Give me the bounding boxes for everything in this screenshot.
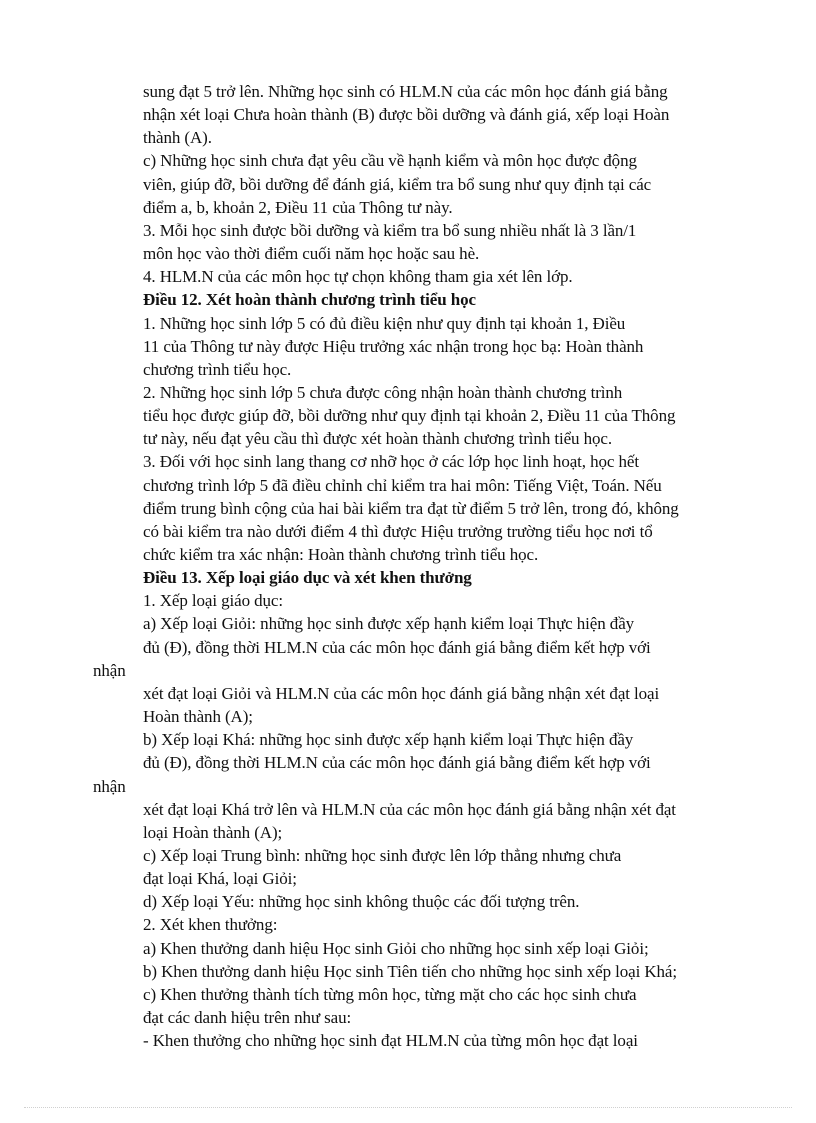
text-line: 11 của Thông tư này được Hiệu trưởng xác nhận trong học bạ: Hoàn thành xyxy=(143,337,644,356)
text-line: môn học vào thời điểm cuối năm học hoặc sau hè. xyxy=(143,244,480,263)
text-line: chương trình tiểu học. xyxy=(143,360,292,379)
text-line: 1. Xếp loại giáo dục: xyxy=(143,591,284,610)
text-line: thành (A). xyxy=(143,128,212,147)
text-line: đạt loại Khá, loại Giỏi; xyxy=(143,869,297,888)
text-line: 4. HLM.N của các môn học tự chọn không tham gia xét lên lớp. xyxy=(143,267,573,286)
text-line: loại Hoàn thành (A); xyxy=(143,823,283,842)
text-line: Hoàn thành (A); xyxy=(143,707,253,726)
page-bottom-divider xyxy=(24,1107,792,1108)
text-line: đạt các danh hiệu trên như sau: xyxy=(143,1008,352,1027)
text-line: 1. Những học sinh lớp 5 có đủ điều kiện như quy định tại khoản 1, Điều xyxy=(143,314,626,333)
text-line: viên, giúp đỡ, bồi dưỡng để đánh giá, kiểm tra bổ sung như quy định tại các xyxy=(143,175,652,194)
text-line: - Khen thưởng cho những học sinh đạt HLM.N của từng môn học đạt loại xyxy=(143,1031,638,1050)
text-line: nhận xét loại Chưa hoàn thành (B) được bồi dưỡng và đánh giá, xếp loại Hoàn xyxy=(143,105,670,124)
text-line: xét đạt loại Khá trở lên và HLM.N của các môn học đánh giá bằng nhận xét đạt xyxy=(143,800,676,819)
text-line: chương trình lớp 5 đã điều chỉnh chỉ kiểm tra hai môn: Tiếng Việt, Toán. Nếu xyxy=(143,476,662,495)
wrapped-word-line: nhận xyxy=(93,661,126,680)
text-line: đủ (Đ), đồng thời HLM.N của các môn học đánh giá bằng điểm kết hợp với xyxy=(143,753,651,772)
text-line: điểm a, b, khoản 2, Điều 11 của Thông tư này. xyxy=(143,198,453,217)
section-heading: Điều 12. Xét hoàn thành chương trình tiểu học xyxy=(143,290,476,309)
text-line: tư này, nếu đạt yêu cầu thì được xét hoàn thành chương trình tiểu học. xyxy=(143,429,613,448)
text-line: c) Những học sinh chưa đạt yêu cầu về hạnh kiểm và môn học được động xyxy=(143,151,637,170)
wrapped-word-line: nhận xyxy=(93,777,126,796)
section-heading: Điều 13. Xếp loại giáo dục và xét khen thưởng xyxy=(143,568,472,587)
text-line: a) Xếp loại Giỏi: những học sinh được xếp hạnh kiểm loại Thực hiện đầy xyxy=(143,614,635,633)
text-line: đủ (Đ), đồng thời HLM.N của các môn học đánh giá bằng điểm kết hợp với xyxy=(143,638,651,657)
text-line: d) Xếp loại Yếu: những học sinh không thuộc các đối tượng trên. xyxy=(143,892,580,911)
text-line: c) Khen thưởng thành tích từng môn học, từng mặt cho các học sinh chưa xyxy=(143,985,637,1004)
text-line: chức kiểm tra xác nhận: Hoàn thành chương trình tiểu học. xyxy=(143,545,539,564)
text-line: b) Khen thưởng danh hiệu Học sinh Tiên tiến cho những học sinh xếp loại Khá; xyxy=(143,962,678,981)
text-line: 3. Mỗi học sinh được bồi dưỡng và kiểm tra bổ sung nhiều nhất là 3 lần/1 xyxy=(143,221,637,240)
text-line: xét đạt loại Giỏi và HLM.N của các môn học đánh giá bằng nhận xét đạt loại xyxy=(143,684,660,703)
text-line: sung đạt 5 trở lên. Những học sinh có HLM.N của các môn học đánh giá bằng xyxy=(143,82,668,101)
text-line: 2. Xét khen thưởng: xyxy=(143,915,278,934)
text-line: 2. Những học sinh lớp 5 chưa được công nhận hoàn thành chương trình xyxy=(143,383,623,402)
text-line: điểm trung bình cộng của hai bài kiểm tra đạt từ điểm 5 trở lên, trong đó, không xyxy=(143,499,679,518)
text-line: tiểu học được giúp đỡ, bồi dưỡng như quy định tại khoản 2, Điều 11 của Thông xyxy=(143,406,676,425)
text-line: có bài kiểm tra nào dưới điểm 4 thì được Hiệu trưởng trường tiểu học nơi tổ xyxy=(143,522,653,541)
text-line: b) Xếp loại Khá: những học sinh được xếp hạnh kiểm loại Thực hiện đầy xyxy=(143,730,634,749)
text-line: a) Khen thưởng danh hiệu Học sinh Giỏi cho những học sinh xếp loại Giỏi; xyxy=(143,939,649,958)
text-line: 3. Đối với học sinh lang thang cơ nhỡ học ở các lớp học linh hoạt, học hết xyxy=(143,452,639,471)
text-line: c) Xếp loại Trung bình: những học sinh được lên lớp thẳng nhưng chưa xyxy=(143,846,622,865)
